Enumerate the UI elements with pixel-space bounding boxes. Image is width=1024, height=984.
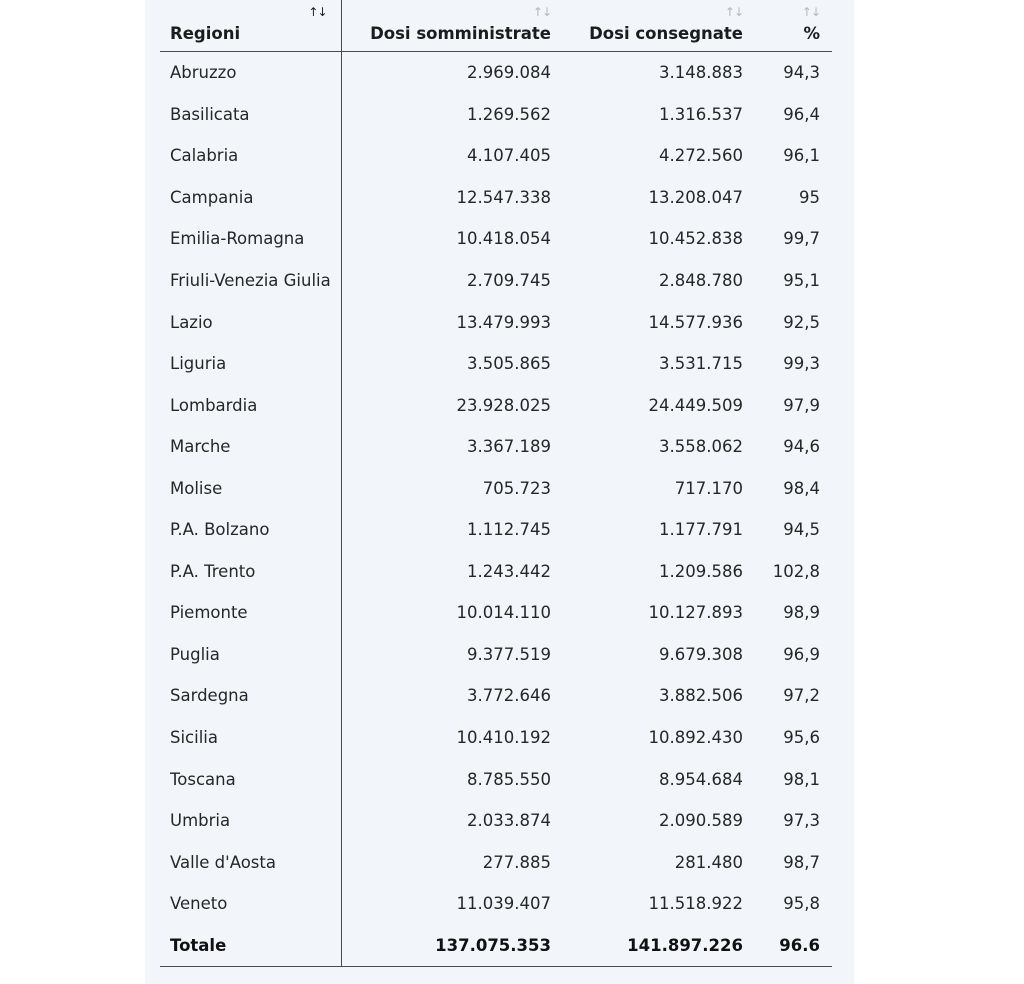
doses-administered-cell: 10.410.192 (456, 728, 551, 748)
doses-administered-cell: 3.772.646 (467, 686, 551, 706)
doses-administered-cell: 277.885 (482, 852, 551, 872)
doses-administered-cell: 3.505.865 (467, 354, 551, 374)
doses-delivered-cell: 10.127.893 (648, 603, 743, 623)
doses-administered-cell: 137.075.353 (341, 924, 563, 966)
table-row (160, 260, 832, 302)
doses-administered-cell: 10.418.054 (456, 229, 551, 249)
region-cell: Lazio (160, 301, 341, 343)
table-header-row (160, 0, 832, 52)
sort-arrows-icon[interactable]: ↑↓ (532, 5, 551, 19)
percent-cell: 99,7 (783, 229, 820, 249)
column-header-label: Regioni (170, 24, 241, 43)
doses-delivered-cell: 3.882.506 (659, 686, 743, 706)
doses-delivered-cell: 11.518.922 (648, 894, 743, 914)
table-row (160, 135, 832, 177)
percent-cell: 99,3 (783, 354, 820, 374)
region-cell: Puglia (160, 634, 341, 676)
percent-cell: 97,9 (783, 395, 820, 415)
doses-administered-cell: 1.243.442 (467, 561, 551, 581)
doses-delivered-cell: 1.209.586 (659, 561, 743, 581)
doses-administered-cell: 4.107.405 (467, 146, 551, 166)
table-row (160, 343, 832, 385)
table-row (160, 592, 832, 634)
percent-cell: 94,6 (783, 437, 820, 457)
column-header-label: Dosi somministrate (370, 24, 551, 43)
doses-administered-cell: 10.014.110 (456, 603, 551, 623)
region-cell: Totale (160, 924, 341, 966)
column-header-label: % (803, 24, 820, 43)
percent-cell: 95,8 (783, 894, 820, 914)
region-cell: P.A. Bolzano (160, 509, 341, 551)
table-row (160, 717, 832, 759)
doses-delivered-cell: 9.679.308 (659, 644, 743, 664)
doses-delivered-cell: 24.449.509 (648, 395, 743, 415)
doses-administered-cell: 12.547.338 (456, 187, 551, 207)
percent-cell: 98,4 (783, 478, 820, 498)
doses-administered-cell: 9.377.519 (467, 644, 551, 664)
sort-arrows-icon[interactable]: ↑↓ (801, 5, 820, 19)
doses-delivered-cell: 10.892.430 (648, 728, 743, 748)
table-row (160, 52, 832, 94)
percent-cell: 96,4 (783, 104, 820, 124)
table-row (160, 841, 832, 883)
region-cell: Veneto (160, 883, 341, 925)
table-row (160, 800, 832, 842)
vaccine-doses-table (160, 0, 832, 967)
table-row (160, 758, 832, 800)
doses-delivered-cell: 3.148.883 (659, 63, 743, 83)
percent-cell: 97,3 (783, 811, 820, 831)
percent-cell: 94,5 (783, 520, 820, 540)
doses-delivered-cell: 4.272.560 (659, 146, 743, 166)
doses-delivered-cell: 1.177.791 (659, 520, 743, 540)
region-cell: Valle d'Aosta (160, 841, 341, 883)
column-header-label: Dosi consegnate (589, 24, 743, 43)
percent-cell: 96.6 (755, 924, 832, 966)
percent-cell: 95,6 (783, 728, 820, 748)
region-cell: Sardegna (160, 675, 341, 717)
table-row (160, 218, 832, 260)
column-header-percent[interactable] (755, 0, 832, 52)
doses-administered-cell: 8.785.550 (467, 769, 551, 789)
doses-delivered-cell: 14.577.936 (648, 312, 743, 332)
doses-administered-cell: 3.367.189 (467, 437, 551, 457)
region-cell: Lombardia (160, 384, 341, 426)
percent-cell: 94,3 (783, 63, 820, 83)
percent-cell: 92,5 (783, 312, 820, 332)
region-cell: Piemonte (160, 592, 341, 634)
table-row (160, 509, 832, 551)
doses-delivered-cell: 2.848.780 (659, 271, 743, 290)
percent-cell: 95,1 (783, 271, 820, 290)
column-header-regioni[interactable] (160, 0, 341, 52)
percent-cell: 96,9 (783, 644, 820, 664)
doses-administered-cell: 11.039.407 (456, 894, 551, 914)
region-cell: Marche (160, 426, 341, 468)
region-cell: Molise (160, 467, 341, 509)
sort-arrows-icon[interactable]: ↑↓ (308, 5, 327, 19)
region-cell: Calabria (160, 135, 341, 177)
column-header-dosi-consegnate[interactable] (563, 0, 755, 52)
table-row (160, 634, 832, 676)
doses-delivered-cell: 8.954.684 (659, 769, 743, 789)
table-row (160, 301, 832, 343)
table-row (160, 551, 832, 593)
doses-delivered-cell: 13.208.047 (648, 187, 743, 207)
doses-administered-cell: 1.112.745 (467, 520, 551, 540)
percent-cell: 95 (799, 187, 820, 207)
region-cell: Abruzzo (160, 52, 341, 94)
doses-administered-cell: 13.479.993 (456, 312, 551, 332)
region-cell: Basilicata (160, 94, 341, 136)
table-row (160, 94, 832, 136)
region-cell: P.A. Trento (160, 551, 341, 593)
column-header-dosi-somministrate[interactable] (341, 0, 563, 52)
table-row (160, 675, 832, 717)
doses-administered-cell: 2.033.874 (467, 811, 551, 831)
region-cell: Toscana (160, 758, 341, 800)
percent-cell: 98,9 (783, 603, 820, 623)
doses-delivered-cell: 717.170 (674, 478, 743, 498)
doses-administered-cell: 705.723 (482, 478, 551, 498)
doses-delivered-cell: 1.316.537 (659, 104, 743, 124)
region-cell: Liguria (160, 343, 341, 385)
region-cell: Emilia-Romagna (160, 218, 341, 260)
doses-delivered-cell: 3.558.062 (659, 437, 743, 457)
doses-delivered-cell: 2.090.589 (659, 811, 743, 831)
region-cell: Umbria (160, 800, 341, 842)
region-cell: Sicilia (160, 717, 341, 759)
region-cell: Friuli-Venezia Giulia (160, 260, 341, 302)
table-total-row (160, 924, 832, 966)
doses-administered-cell: 2.969.084 (467, 63, 551, 83)
doses-delivered-cell: 10.452.838 (648, 229, 743, 249)
table-row (160, 426, 832, 468)
table-row (160, 384, 832, 426)
percent-cell: 98,1 (783, 769, 820, 789)
table-row (160, 883, 832, 925)
doses-administered-cell: 23.928.025 (456, 395, 551, 415)
table-body (160, 52, 832, 967)
percent-cell: 97,2 (783, 686, 820, 706)
percent-cell: 102,8 (772, 561, 820, 581)
percent-cell: 96,1 (783, 146, 820, 166)
doses-delivered-cell: 281.480 (674, 852, 743, 872)
doses-delivered-cell: 141.897.226 (563, 924, 755, 966)
table-row (160, 467, 832, 509)
percent-cell: 98,7 (783, 852, 820, 872)
doses-delivered-cell: 3.531.715 (659, 354, 743, 374)
region-cell: Campania (160, 177, 341, 219)
table-row (160, 177, 832, 219)
doses-administered-cell: 1.269.562 (467, 104, 551, 124)
doses-administered-cell: 2.709.745 (467, 271, 551, 290)
sort-arrows-icon[interactable]: ↑↓ (724, 5, 743, 19)
